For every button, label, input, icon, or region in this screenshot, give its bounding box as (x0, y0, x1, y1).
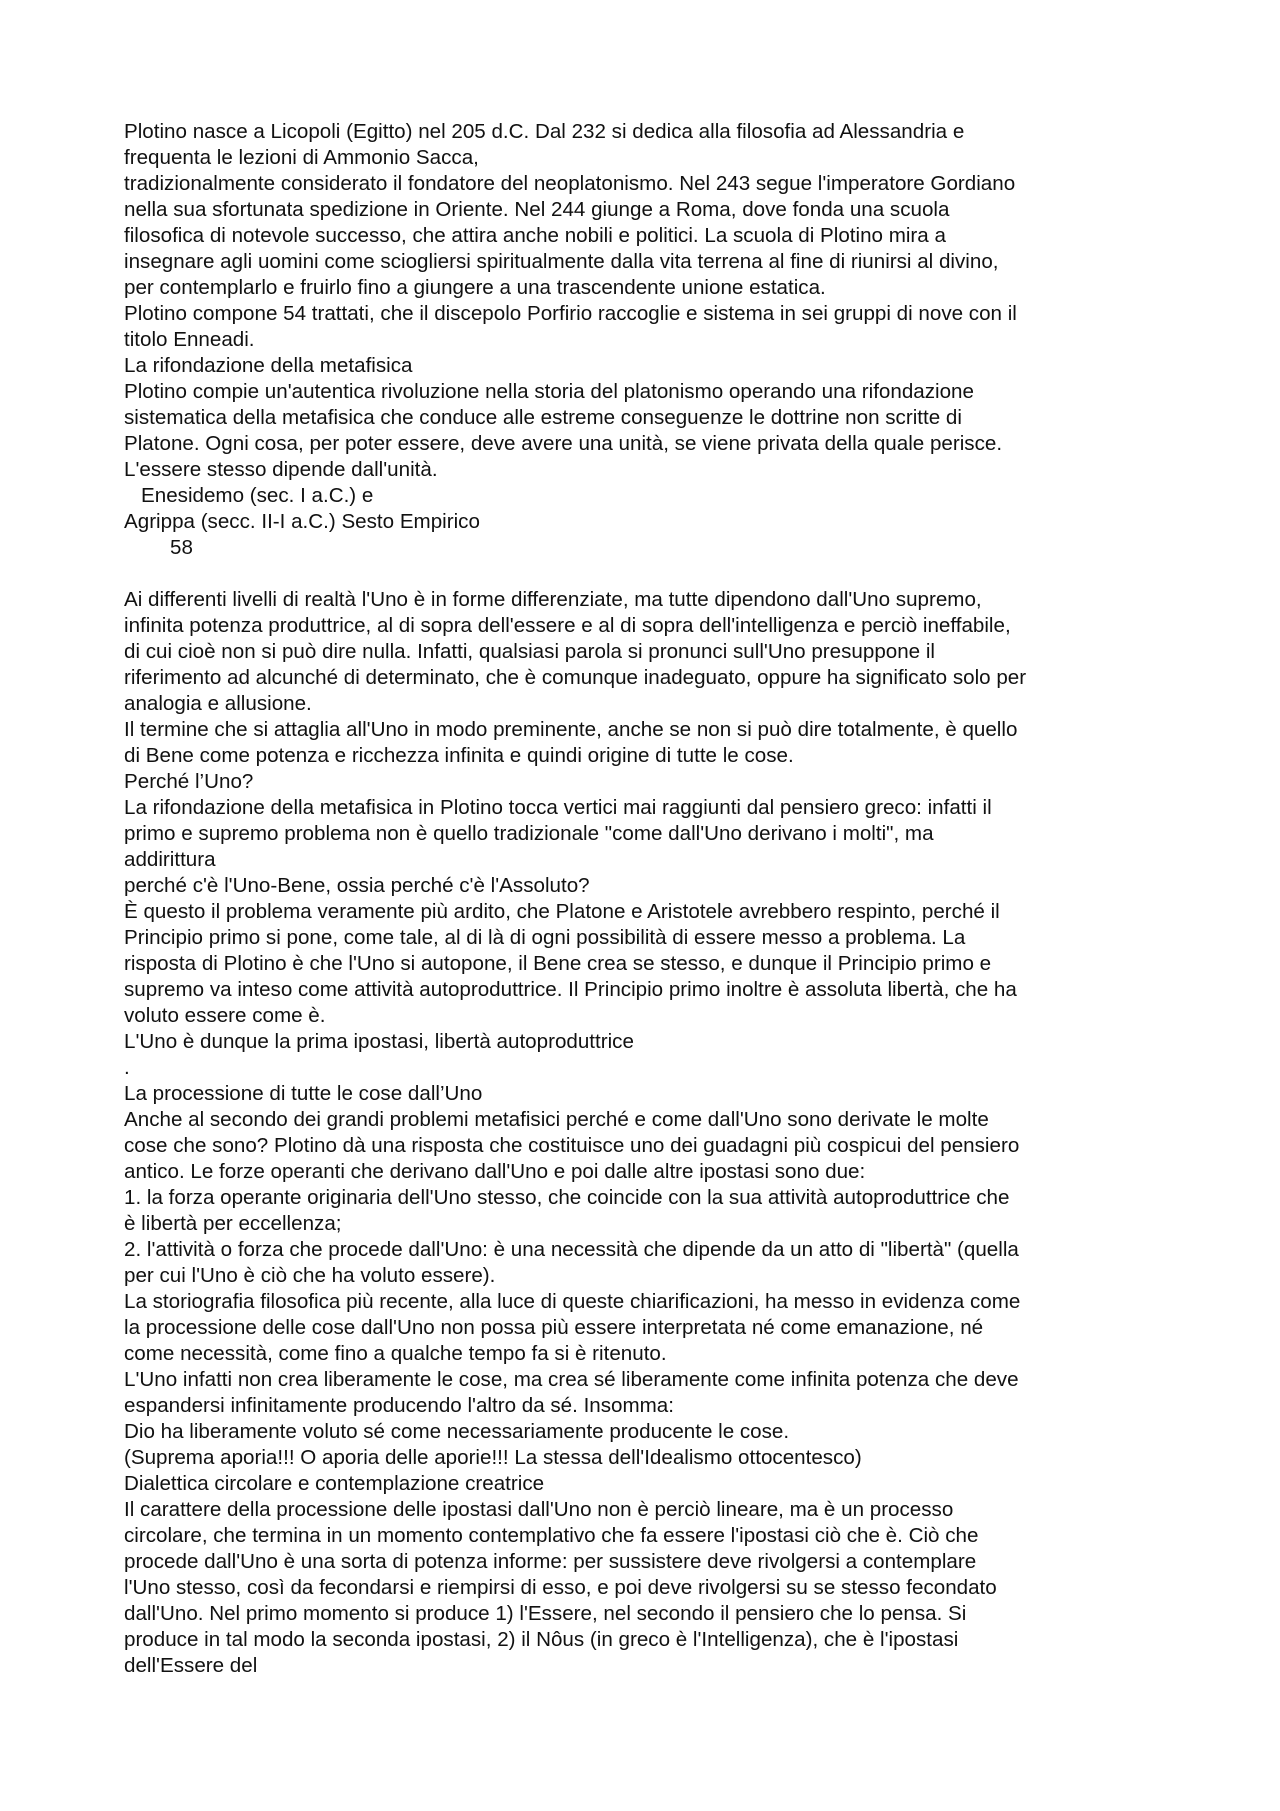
text-line: circolare, che termina in un momento contemplativo che fa essere l'ipostasi ciò che è. Ciò che (124, 1524, 979, 1547)
blank-line (124, 561, 1184, 587)
text-line: L'Uno infatti non crea liberamente le cose, ma crea sé liberamente come infinita potenza che deve (124, 1368, 1019, 1391)
text-line: Platone. Ogni cosa, per poter essere, deve avere una unità, se viene privata della quale perisce. (124, 432, 1003, 455)
text-line: per contemplarlo e fruirlo fino a giungere a una trascendente unione estatica. (124, 276, 826, 299)
text-line: primo e supremo problema non è quello tradizionale "come dall'Uno derivano i molti", ma (124, 822, 934, 845)
text-line: L'essere stesso dipende dall'unità. (124, 458, 438, 481)
document-page (124, 119, 1184, 1679)
text-line: la processione delle cose dall'Uno non possa più essere interpretata né come emanazione, né (124, 1316, 984, 1339)
text-line: titolo Enneadi. (124, 328, 255, 351)
section-heading: La rifondazione della metafisica (124, 354, 413, 377)
text-line: tradizionalmente considerato il fondatore del neoplatonismo. Nel 243 segue l'imperatore Gordiano (124, 172, 1016, 195)
text-line: Ai differenti livelli di realtà l'Uno è in forme differenziate, ma tutte dipendono dall'Uno supremo, (124, 588, 982, 611)
text-line: Principio primo si pone, come tale, al di là di ogni possibilità di essere messo a problema. La (124, 926, 966, 949)
section-heading: Dialettica circolare e contemplazione creatrice (124, 1472, 545, 1495)
text-line: Il carattere della processione delle ipostasi dall'Uno non è perciò lineare, ma è un processo (124, 1498, 954, 1521)
text-line: di Bene come potenza e ricchezza infinita e quindi origine di tutte le cose. (124, 744, 794, 767)
text-line: . (124, 1056, 130, 1079)
text-line: espandersi infinitamente producendo l'altro da sé. Insomma: (124, 1394, 674, 1417)
text-line: La storiografia filosofica più recente, alla luce di queste chiarificazioni, ha messo in evidenza come (124, 1290, 1021, 1313)
text-line: cose che sono? Plotino dà una risposta che costituisce uno dei guadagni più cospicui del pensiero (124, 1134, 1020, 1157)
text-line: L'Uno è dunque la prima ipostasi, libertà autoproduttrice (124, 1030, 634, 1053)
text-line: riferimento ad alcunché di determinato, che è comunque inadeguato, oppure ha significato solo per (124, 666, 1027, 689)
text-line: La rifondazione della metafisica in Plotino tocca vertici mai raggiunti dal pensiero greco: infatti il (124, 796, 992, 819)
text-line: dall'Uno. Nel primo momento si produce 1) l'Essere, nel secondo il pensiero che lo pensa. Si (124, 1602, 967, 1625)
list-item: 2. l'attività o forza che procede dall'Uno: è una necessità che dipende da un atto di "libertà" (quella (124, 1238, 1019, 1261)
text-line: filosofica di notevole successo, che attira anche nobili e politici. La scuola di Plotino mira a (124, 224, 946, 247)
list-item: 1. la forza operante originaria dell'Uno stesso, che coincide con la sua attività autoproduttrice che (124, 1186, 1010, 1209)
text-line: Plotino compone 54 trattati, che il discepolo Porfirio raccoglie e sistema in sei gruppi di nove con il (124, 302, 1017, 325)
text-line: dell'Essere del (124, 1654, 258, 1677)
text-line: infinita potenza produttrice, al di sopra dell'essere e al di sopra dell'intelligenza e perciò ineffabile, (124, 614, 1011, 637)
text-line: frequenta le lezioni di Ammonio Sacca, (124, 146, 479, 169)
text-line: per cui l'Uno è ciò che ha voluto essere). (124, 1264, 496, 1287)
text-line: procede dall'Uno è una sorta di potenza informe: per sussistere deve rivolgersi a contemplare (124, 1550, 977, 1573)
text-line: Il termine che si attaglia all'Uno in modo preminente, anche se non si può dire totalmente, è quello (124, 718, 1018, 741)
text-line: Agrippa (secc. II-I a.C.) Sesto Empirico (124, 510, 480, 533)
text-line: Plotino nasce a Licopoli (Egitto) nel 205 d.C. Dal 232 si dedica alla filosofia ad Alessandria e (124, 120, 965, 143)
section-heading: Perché l’Uno? (124, 770, 254, 793)
text-line: Plotino compie un'autentica rivoluzione nella storia del platonismo operando una rifondazione (124, 380, 974, 403)
text-line: supremo va inteso come attività autoproduttrice. Il Principio primo inoltre è assoluta libertà, che ha (124, 978, 1017, 1001)
text-line: analogia e allusione. (124, 692, 312, 715)
text-line: Dio ha liberamente voluto sé come necessariamente producente le cose. (124, 1420, 790, 1443)
text-line: insegnare agli uomini come sciogliersi spiritualmente dalla vita terrena al fine di riunirsi al divino, (124, 250, 999, 273)
text-line: Enesidemo (sec. I a.C.) e (141, 484, 374, 507)
page-number: 58 (170, 536, 193, 559)
section-heading: La processione di tutte le cose dall’Uno (124, 1082, 483, 1105)
text-line: di cui cioè non si può dire nulla. Infatti, qualsiasi parola si pronunci sull'Uno presuppone il (124, 640, 935, 663)
text-line: (Suprema aporia!!! O aporia delle aporie!!! La stessa dell'Idealismo ottocentesco) (124, 1446, 862, 1469)
text-line: produce in tal modo la seconda ipostasi, 2) il Nôus (in greco è l'Intelligenza), che è l'ipostasi (124, 1628, 959, 1651)
text-line: addirittura (124, 848, 216, 871)
text-line: antico. Le forze operanti che derivano dall'Uno e poi dalle altre ipostasi sono due: (124, 1160, 866, 1183)
text-line: voluto essere come è. (124, 1004, 326, 1027)
text-line: perché c'è l'Uno-Bene, ossia perché c'è l'Assoluto? (124, 874, 590, 897)
text-line: Anche al secondo dei grandi problemi metafisici perché e come dall'Uno sono derivate le molte (124, 1108, 989, 1131)
text-line: l'Uno stesso, così da fecondarsi e riempirsi di esso, e poi deve rivolgersi su se stesso fecondato (124, 1576, 997, 1599)
text-line: È questo il problema veramente più ardito, che Platone e Aristotele avrebbero respinto, perché il (124, 900, 1000, 923)
text-line: è libertà per eccellenza; (124, 1212, 342, 1235)
text-line: sistematica della metafisica che conduce alle estreme conseguenze le dottrine non scritte di (124, 406, 962, 429)
text-line: nella sua sfortunata spedizione in Oriente. Nel 244 giunge a Roma, dove fonda una scuola (124, 198, 950, 221)
text-line: risposta di Plotino è che l'Uno si autopone, il Bene crea se stesso, e dunque il Principio primo e (124, 952, 992, 975)
text-line: come necessità, come fino a qualche tempo fa si è ritenuto. (124, 1342, 667, 1365)
